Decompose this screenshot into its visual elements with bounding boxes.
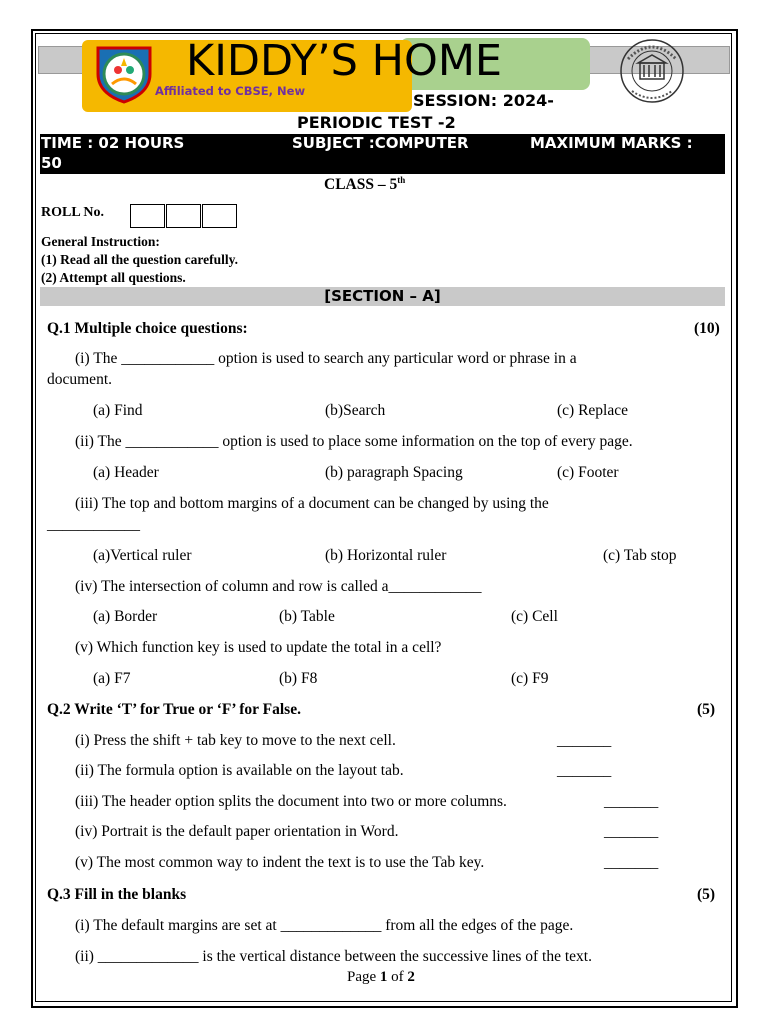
footer-page-number: 1 (379, 969, 388, 985)
q1-question-cont: ____________ (47, 516, 140, 533)
q1-option: (c) Footer (557, 464, 619, 481)
roll-box-2[interactable] (166, 204, 201, 228)
q1-option: (a) Find (93, 402, 143, 419)
q2-statement: (v) The most common way to indent the text is to use the Tab key. (75, 854, 485, 871)
q1-question: (i) The ____________ option is used to search any particular word or phrase in a (75, 350, 577, 367)
q1-option: (a) Border (93, 608, 158, 625)
q2-statement: (iii) The header option splits the document into two or more columns. (75, 793, 507, 810)
q2-answer-blank[interactable]: _______ (604, 793, 659, 810)
q1-option: (b) F8 (279, 670, 318, 687)
section-a-title: [SECTION – A] (324, 287, 441, 305)
roll-box-3[interactable] (202, 204, 237, 228)
q1-marks: (10) (694, 320, 720, 337)
cbse-emblem (614, 37, 690, 107)
roll-label: ROLL No. (41, 205, 105, 220)
q2-statement: (i) Press the shift + tab key to move to the next cell. (75, 732, 396, 749)
max-marks-value: 50 (41, 154, 62, 172)
q2-statement: (ii) The formula option is available on the layout tab. (75, 762, 404, 779)
q1-option: (a)Vertical ruler (93, 547, 192, 564)
q1-option: (c) Tab stop (603, 547, 677, 564)
q2-answer-blank[interactable]: _______ (604, 854, 659, 871)
affiliation-text: Affiliated to CBSE, New (155, 84, 306, 98)
class-text: CLASS – 5 (324, 176, 398, 194)
roll-box-1[interactable] (130, 204, 165, 228)
instructions-title: General Instruction: (41, 234, 160, 249)
q1-option: (b) Table (279, 608, 335, 625)
school-logo (92, 44, 156, 104)
q2-answer-blank[interactable]: _______ (557, 762, 612, 779)
q1-question: (iii) The top and bottom margins of a document can be changed by using the (75, 495, 549, 512)
q1-option: (c) F9 (511, 670, 549, 687)
test-title: PERIODIC TEST -2 (297, 113, 456, 132)
q1-option: (a) Header (93, 464, 159, 481)
page-footer (347, 969, 415, 986)
school-name: KIDDY’S HOME (186, 36, 503, 86)
q1-option: (c) Cell (511, 608, 558, 625)
q1-question-cont: document. (47, 371, 112, 388)
section-a-bar (40, 287, 725, 306)
q2-marks: (5) (697, 701, 716, 718)
q1-option: (b) Horizontal ruler (325, 547, 447, 564)
q2-answer-blank[interactable]: _______ (557, 732, 612, 749)
test-info-bar (40, 134, 725, 174)
class-superscript: th (397, 175, 406, 185)
q1-title: Q.1 Multiple choice questions: (47, 320, 248, 337)
q1-question: (ii) The ____________ option is used to place some information on the top of every page. (75, 433, 633, 450)
q1-option: (c) Replace (557, 402, 628, 419)
q2-answer-blank[interactable]: _______ (604, 823, 659, 840)
q2-title: Q.2 Write ‘T’ for True or ‘F’ for False. (47, 701, 301, 718)
header-gray-bar-left (38, 46, 86, 74)
q3-title: Q.3 Fill in the blanks (47, 886, 187, 903)
time-text: TIME : 02 HOURS (41, 134, 185, 152)
q1-option: (b) paragraph Spacing (325, 464, 463, 481)
q1-option: (b)Search (325, 402, 386, 419)
footer-page-total: 2 (407, 969, 415, 985)
instruction-item: (1) Read all the question carefully. (41, 252, 238, 267)
q1-question: (v) Which function key is used to update the total in a cell? (75, 639, 442, 656)
q2-statement: (iv) Portrait is the default paper orientation in Word. (75, 823, 399, 840)
footer-page-label: Page (347, 969, 377, 985)
q3-item: (i) The default margins are set at _____________ from all the edges of the page. (75, 917, 574, 934)
class-label (324, 175, 405, 194)
q1-option: (a) F7 (93, 670, 131, 687)
q3-marks: (5) (697, 886, 716, 903)
footer-of-label: of (391, 969, 404, 985)
subject-text: SUBJECT :COMPUTER (292, 134, 469, 152)
q3-item: (ii) _____________ is the vertical distance between the successive lines of the text. (75, 948, 592, 965)
session-text: SESSION: 2024- (413, 91, 554, 110)
instruction-item: (2) Attempt all questions. (41, 270, 186, 285)
max-marks-text: MAXIMUM MARKS : (530, 134, 693, 152)
q1-question: (iv) The intersection of column and row is called a____________ (75, 578, 482, 595)
